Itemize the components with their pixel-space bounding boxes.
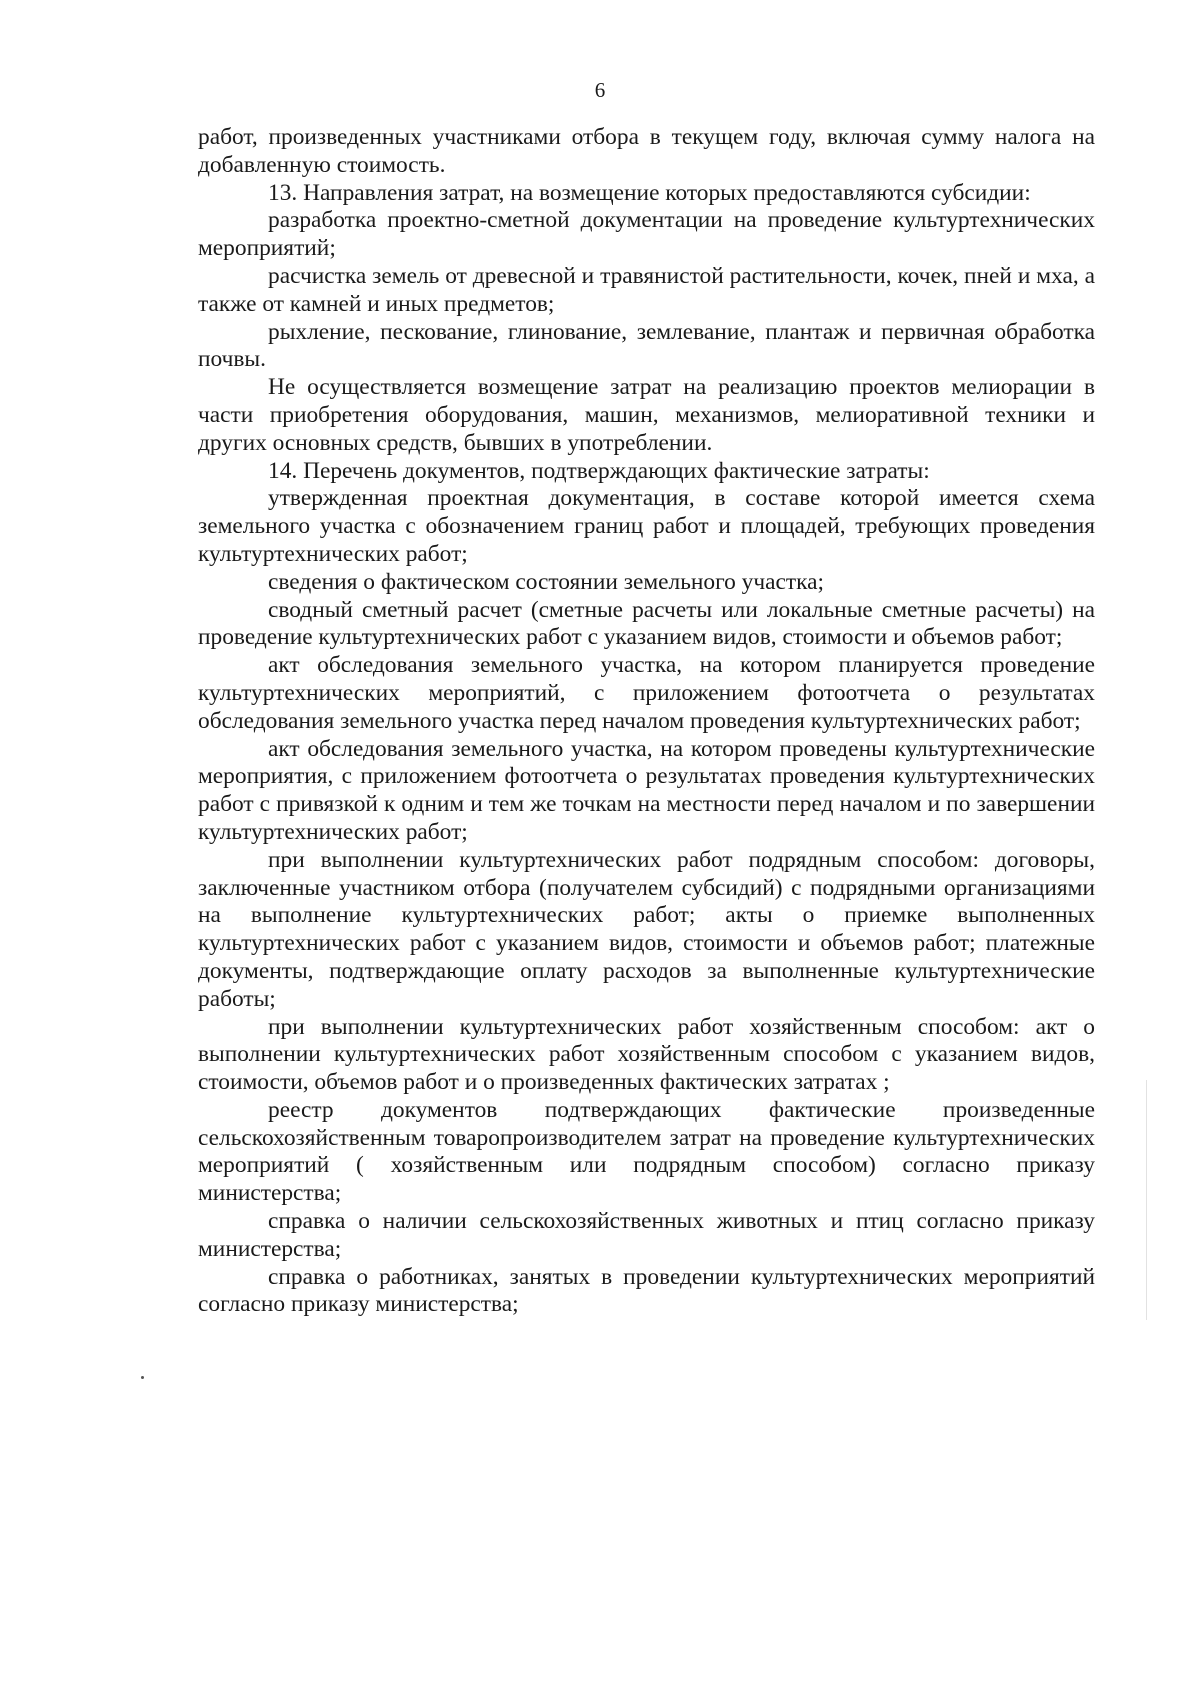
scan-artifact-line (1146, 1080, 1147, 1320)
paragraph-livestock-certificate: справка о наличии сельскохозяйственных животных и птиц согласно приказу министерства; (198, 1208, 1095, 1262)
paragraph-inspection-act-after: акт обследования земельного участка, на котором проведены культуртехнические мероприятия, с приложением фотоотчета о результатах проведения культуртехнических работ с привязкой к одним и тем же точкам на местности перед началом и по завершении культуртехнических работ; (198, 735, 1095, 845)
paragraph-contract-method: при выполнении культуртехнических работ подрядным способом: договоры, заключенные участником отбора (получателем субсидий) с подрядными организациями на выполнение культуртехнических работ; акты о приемке выполненных культуртехнических работ с указанием видов, стоимости и объемов работ; платежные документы, подтверждающие оплату расходов за выполненные культуртехнические работы; (198, 846, 1095, 1012)
paragraph-item-14: 14. Перечень документов, подтверждающих фактические затраты: (268, 457, 930, 484)
scan-speck (141, 1376, 144, 1379)
paragraph-inspection-act-before: акт обследования земельного участка, на котором планируется проведение культуртехнических мероприятий, с приложением фотоотчета о результатах обследования земельного участка перед началом проведения культуртехнических работ; (198, 652, 1095, 734)
paragraph-design-estimate: разработка проектно-сметной документации на проведение культуртехнических мероприятий; (198, 207, 1095, 262)
paragraph-soil-treatment: рыхление, пескование, глинование, землевание, плантаж и первичная обработка почвы. (198, 318, 1095, 373)
page-number: 6 (594, 78, 606, 102)
paragraph-workers-certificate: справка о работниках, занятых в проведении культуртехнических мероприятий согласно приказу министерства; (198, 1263, 1095, 1318)
paragraph-summary-estimate: сводный сметный расчет (сметные расчеты или локальные сметные расчеты) на проведение культуртехнических работ с указанием видов, стоимости и объемов работ; (198, 596, 1095, 651)
paragraph-continuation: работ, произведенных участниками отбора в текущем году, включая сумму налога на добавленную стоимость. (198, 124, 1095, 178)
document-body (198, 124, 1095, 1319)
paragraph-documents-register: реестр документов подтверждающих фактические произведенные сельскохозяйственным товаропроизводителем затрат на проведение культуртехнических мероприятий ( хозяйственным или подрядным способом) согласно приказу министерства; (198, 1096, 1095, 1207)
paragraph-land-clearing: расчистка земель от древесной и травянистой растительности, кочек, пней и мха, а также от камней и иных предметов; (198, 262, 1095, 317)
paragraph-approved-project: утвержденная проектная документация, в составе которой имеется схема земельного участка с обозначением границ работ и площадей, требующих проведения культуртехнических работ; (198, 485, 1095, 567)
paragraph-item-13: 13. Направления затрат, на возмещение которых предоставляются субсидии: (268, 179, 1031, 206)
paragraph-no-reimbursement: Не осуществляется возмещение затрат на реализацию проектов мелиорации в части приобретения оборудования, машин, механизмов, мелиоративной техники и других основных средств, бывших в употреблении. (198, 374, 1095, 456)
paragraph-land-condition: сведения о фактическом состоянии земельного участка; (268, 568, 824, 595)
paragraph-economic-method: при выполнении культуртехнических работ хозяйственным способом: акт о выполнении культуртехнических работ хозяйственным способом с указанием видов, стоимости, объемов работ и о произведенных фактических затратах ; (198, 1013, 1095, 1096)
